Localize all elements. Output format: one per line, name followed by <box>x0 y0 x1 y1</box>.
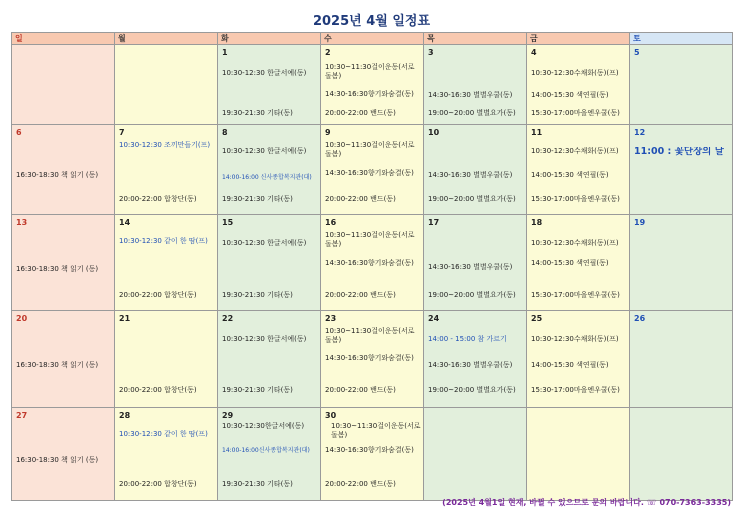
day-number: 21 <box>119 314 131 323</box>
event-item: 10:30-12:30 같이 한 땀(프) <box>119 430 208 438</box>
event-item: 10:30-12:30수채화(동)(프) <box>531 69 619 77</box>
day-number: 30 <box>325 411 337 420</box>
event-item: 10:30-12:30 한글서예(동) <box>222 147 307 155</box>
day-cell[interactable] <box>321 45 424 125</box>
day-number: 9 <box>325 128 331 137</box>
day-number: 4 <box>531 48 537 57</box>
event-item: 14:30-16:30향기와숨결(동) <box>325 90 414 98</box>
day-cell[interactable] <box>218 125 321 215</box>
day-cell <box>630 408 733 501</box>
event-item: 20:00-22:00 합창단(동) <box>119 291 197 299</box>
day-cell[interactable] <box>12 125 115 215</box>
week-row <box>12 215 733 311</box>
weekday-header-sat: 토 <box>630 33 733 45</box>
day-number: 7 <box>119 128 125 137</box>
event-item: 20:00-22:00 합창단(동) <box>119 480 197 488</box>
day-number: 19 <box>634 218 646 227</box>
day-number: 17 <box>428 218 440 227</box>
event-item: 10:30~11:30걸이운동(서로돌봄) <box>325 231 415 248</box>
day-number: 27 <box>16 411 28 420</box>
day-number: 2 <box>325 48 331 57</box>
day-cell[interactable] <box>115 215 218 311</box>
weekday-header-mon: 월 <box>115 33 218 45</box>
event-item: 16:30-18:30 책 읽기 (동) <box>16 171 99 179</box>
event-item: 14:00-16:00 신사종합복지관(대) <box>222 174 312 181</box>
event-item: 16:30-18:30 책 읽기 (동) <box>16 456 99 464</box>
day-cell <box>12 45 115 125</box>
day-cell[interactable] <box>115 408 218 501</box>
day-cell[interactable] <box>424 125 527 215</box>
day-cell[interactable] <box>424 45 527 125</box>
event-item: 10:30-12:30 한글서예(동) <box>222 335 307 343</box>
week-row <box>12 408 733 501</box>
day-cell[interactable] <box>218 311 321 408</box>
event-item: 10:30-12:30 조끼만들기(프) <box>119 141 211 149</box>
event-item: 19:00~20:00 별별요가(동) <box>428 195 516 203</box>
event-item: 10:30~11:30걸이운동(서로돌봄) <box>325 63 415 80</box>
day-number: 25 <box>531 314 543 323</box>
day-cell[interactable] <box>527 311 630 408</box>
event-item: 20:00-22:00 밴드(동) <box>325 386 396 394</box>
event-item: 14:00-15:30 색연필(동) <box>531 259 609 267</box>
weekday-header-tue: 화 <box>218 33 321 45</box>
day-number: 12 <box>634 128 646 137</box>
event-item: 10:30~11:30걸이운동(서로돌봄) <box>331 422 421 439</box>
day-cell[interactable] <box>527 215 630 311</box>
weekday-header-sun: 일 <box>12 33 115 45</box>
event-item: 20:00-22:00 밴드(동) <box>325 291 396 299</box>
event-item: 14:30-16:30 별별우쿨(동) <box>428 171 513 179</box>
event-item: 20:00-22:00 합창단(동) <box>119 195 197 203</box>
calendar-table <box>11 32 733 501</box>
day-number: 16 <box>325 218 337 227</box>
event-item: 10:30-12:30수채화(동)(프) <box>531 147 619 155</box>
footer-note: (2025년 4월1일 현재, 바뀔 수 있으므로 문의 바랍니다. ☏ 070-7363-3335) <box>442 498 731 507</box>
event-item: 10:30~11:30걸이운동(서로돌봄) <box>325 327 415 344</box>
day-number: 26 <box>634 314 646 323</box>
day-cell[interactable] <box>630 125 733 215</box>
day-cell[interactable] <box>115 125 218 215</box>
day-cell <box>424 408 527 501</box>
day-number: 11 <box>531 128 543 137</box>
day-number: 3 <box>428 48 434 57</box>
day-cell[interactable] <box>321 215 424 311</box>
event-item: 14:00-15:30 색연필(동) <box>531 361 609 369</box>
day-number: 29 <box>222 411 234 420</box>
week-row <box>12 311 733 408</box>
event-item: 19:00~20:00 별별요가(동) <box>428 291 516 299</box>
day-cell[interactable] <box>115 311 218 408</box>
event-item: 20:00-22:00 밴드(동) <box>325 195 396 203</box>
event-item: 19:30-21:30 기타(동) <box>222 386 293 394</box>
day-cell[interactable] <box>424 215 527 311</box>
day-cell <box>115 45 218 125</box>
event-item: 19:00~20:00 별별요가(동) <box>428 386 516 394</box>
day-number: 13 <box>16 218 28 227</box>
weekday-header-wed: 수 <box>321 33 424 45</box>
event-item: 10:30-12:30 같이 한 땀(프) <box>119 237 208 245</box>
event-item: 20:00-22:00 합창단(동) <box>119 386 197 394</box>
day-cell[interactable] <box>630 215 733 311</box>
event-item: 14:30-16:30 별별우쿨(동) <box>428 361 513 369</box>
event-item: 15:30-17:00마을엔우쿨(동) <box>531 109 620 117</box>
day-cell <box>527 408 630 501</box>
day-number: 28 <box>119 411 131 420</box>
day-number: 10 <box>428 128 440 137</box>
day-number: 24 <box>428 314 440 323</box>
day-cell[interactable] <box>12 215 115 311</box>
day-cell[interactable] <box>424 311 527 408</box>
event-item: 15:30-17:00마을엔우쿨(동) <box>531 195 620 203</box>
event-item: 20:00-22:00 밴드(동) <box>325 109 396 117</box>
day-number: 6 <box>16 128 22 137</box>
weekday-header-thu: 목 <box>424 33 527 45</box>
day-cell[interactable] <box>218 408 321 501</box>
event-item: 14:00-15:30 색연필(동) <box>531 91 609 99</box>
event-item: 14:00-16:00신사종합복지관(대) <box>222 447 310 454</box>
event-item: 19:30-21:30 기타(동) <box>222 109 293 117</box>
event-item: 19:30-21:30 기타(동) <box>222 195 293 203</box>
day-cell[interactable] <box>527 45 630 125</box>
event-item: 20:00-22:00 밴드(동) <box>325 480 396 488</box>
event-item: 11:00 : 꽃단장의 날 <box>634 147 724 156</box>
day-number: 15 <box>222 218 234 227</box>
day-cell[interactable] <box>527 125 630 215</box>
day-cell[interactable] <box>218 45 321 125</box>
day-number: 23 <box>325 314 337 323</box>
event-item: 10:30-12:30수채화(동)(프) <box>531 239 619 247</box>
week-row <box>12 125 733 215</box>
event-item: 16:30-18:30 책 읽기 (동) <box>16 361 99 369</box>
day-cell[interactable] <box>12 311 115 408</box>
event-item: 19:00~20:00 별별요가(동) <box>428 109 516 117</box>
page-title: 2025년 4월 일정표 <box>312 14 431 29</box>
event-item: 14:30-16:30향기와숨결(동) <box>325 446 414 454</box>
event-item: 16:30-18:30 책 읽기 (동) <box>16 265 99 273</box>
day-number: 1 <box>222 48 228 57</box>
day-number: 22 <box>222 314 234 323</box>
event-item: 15:30-17:00마을엔우쿨(동) <box>531 386 620 394</box>
event-item: 10:30-12:30한글서예(동) <box>222 422 305 430</box>
day-cell[interactable] <box>321 125 424 215</box>
event-item: 10:30-12:30 한글서예(동) <box>222 69 307 77</box>
event-item: 14:30-16:30 별별우쿨(동) <box>428 91 513 99</box>
day-number: 14 <box>119 218 131 227</box>
day-number: 18 <box>531 218 543 227</box>
event-item: 10:30-12:30 한글서예(동) <box>222 239 307 247</box>
weekday-header-row <box>12 33 733 45</box>
day-cell[interactable] <box>321 311 424 408</box>
week-row <box>12 45 733 125</box>
event-item: 14:30-16:30 별별우쿨(동) <box>428 263 513 271</box>
event-item: 14:30-16:30향기와숨결(동) <box>325 169 414 177</box>
event-item: 10:30-12:30수채화(동)(프) <box>531 335 619 343</box>
event-item: 14:30-16:30향기와숨결(동) <box>325 259 414 267</box>
day-number: 20 <box>16 314 28 323</box>
event-item: 14:30-16:30향기와숨결(동) <box>325 354 414 362</box>
day-cell[interactable] <box>12 408 115 501</box>
day-cell[interactable] <box>218 215 321 311</box>
weekday-header-fri: 금 <box>527 33 630 45</box>
event-item: 14:00-15:30 색연필(동) <box>531 171 609 179</box>
event-item: 19:30-21:30 기타(동) <box>222 291 293 299</box>
day-number: 8 <box>222 128 228 137</box>
event-item: 19:30-21:30 기타(동) <box>222 480 293 488</box>
day-cell[interactable] <box>321 408 424 501</box>
event-item: 10:30~11:30걸이운동(서로돌봄) <box>325 141 415 158</box>
day-number: 5 <box>634 48 640 57</box>
day-cell[interactable] <box>630 45 733 125</box>
day-cell[interactable] <box>630 311 733 408</box>
event-item: 14:00 - 15:00 참 가르기 <box>428 335 507 343</box>
event-item: 15:30-17:00마을엔우쿨(동) <box>531 291 620 299</box>
